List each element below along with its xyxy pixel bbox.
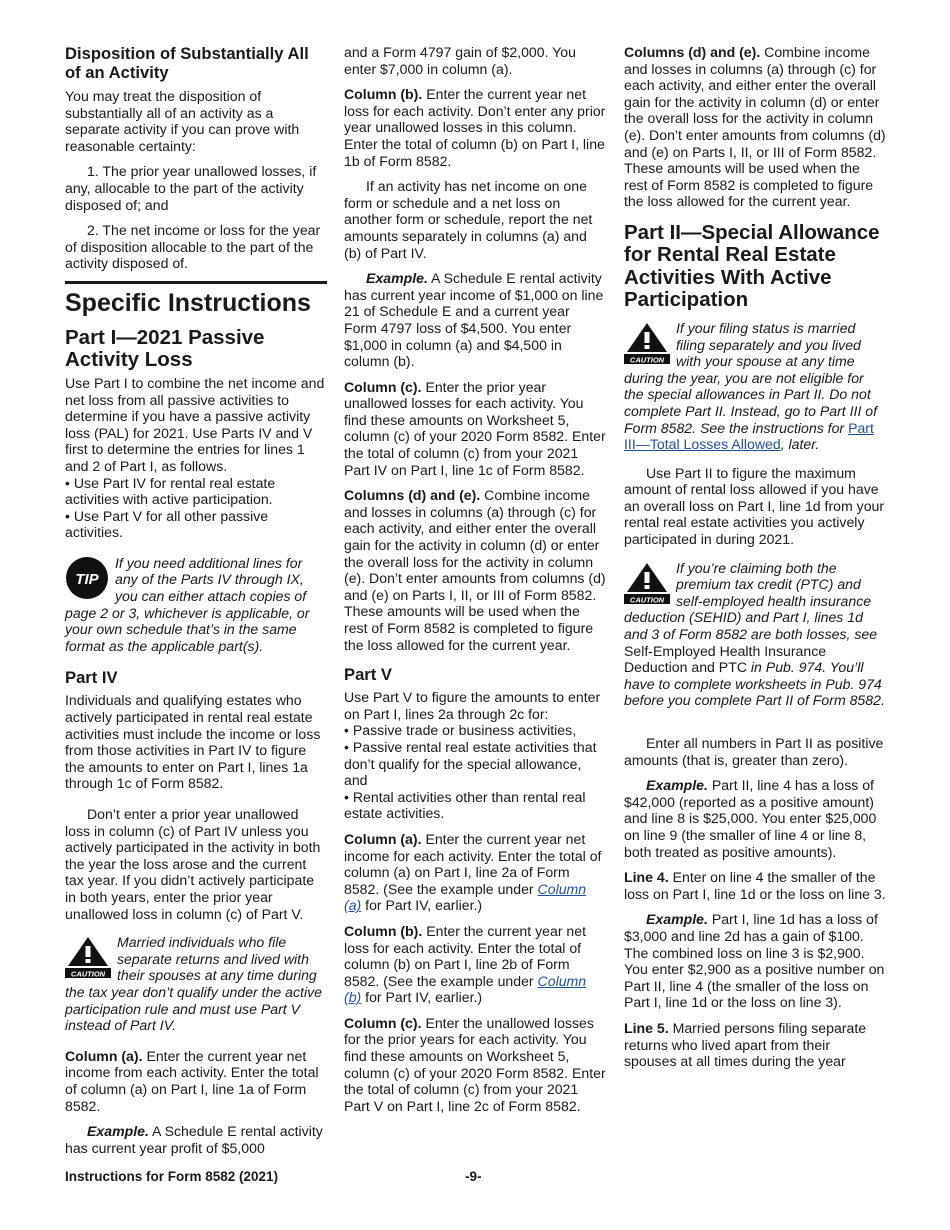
line5-text: Married persons filing separate returns who lived apart from their spouses at all times during the year	[624, 1019, 867, 1070]
tip-icon	[65, 556, 109, 600]
caution-note-1	[624, 320, 886, 453]
columns-de-paragraph	[344, 487, 606, 653]
disposition-item-1: 1. The prior year unallowed losses, if any, allocable to the part of the activity disposed of; and	[65, 163, 317, 213]
column-a-paragraph	[65, 1048, 327, 1114]
disposition-text: You may treat the disposition of substantially all of an activity as a separate activity if you can prove with reasonable certainty:	[65, 88, 300, 154]
part5-column-c-label: Column (c).	[344, 1014, 422, 1031]
specific-instructions-heading: Specific Instructions	[65, 281, 327, 317]
continued-text: and a Form 4797 gain of $2,000. You enter $7,000 in column (a).	[344, 44, 576, 77]
svg-text:CAUTION: CAUTION	[70, 969, 106, 979]
part3-total-losses-link[interactable]: Part III—Total Losses Allowed	[624, 419, 874, 453]
part4-text-2: Don’t enter a prior year unallowed loss in column (c) of Part IV unless you actively participated in the activity in both the year the loss arose and the current tax year. If you didn’t actively participate in both years, enter the prior year unallowed loss in column (c) of Part V.	[65, 806, 321, 922]
part4-text: Individuals and qualifying estates who actively participated in rental real estate activities must include the income or loss from those activities in Part IV to figure the amounts to enter on Part I, lines 1a through 1c of Form 8582.	[65, 692, 321, 792]
tip-note	[65, 555, 327, 655]
part2-text: Use Part II to figure the maximum amount of rental loss allowed if you have an overall loss on Part I, line 1d from your rental real estate activities you actively participated in during 2021.	[624, 464, 885, 548]
caution-1-text: If your filing status is married filing separately and you lived with your spouse at any time during the year, you are not eligible for the special allowances in Part II. Do not complete Part II. Instead, go to Part III of Form 8582. See the instructions for	[624, 319, 878, 436]
column-middle	[344, 44, 606, 1123]
column-a-link[interactable]: Column (a)	[344, 880, 587, 914]
column-b-example-text: A Schedule E rental activity has current year income of $1,000 on line 21 of Schedule E and a current year Form 4797 loss of $4,500. You enter $1,000 in column (a) and $4,500 in column (b).	[344, 270, 604, 370]
caution-1-tail: , later.	[780, 436, 820, 453]
part5-column-b-label: Column (b).	[344, 922, 423, 939]
footer-form-title: Instructions for Form 8582 (2021)	[65, 1169, 279, 1184]
line5-paragraph	[624, 1020, 886, 1070]
part5-column-b-tail: for Part IV, earlier.)	[365, 989, 483, 1006]
positive-amounts-text: Enter all numbers in Part II as positive amounts (that is, greater than zero).	[624, 735, 884, 768]
part5-text: Use Part V to figure the amounts to enter on Part I, lines 2a through 2c for:	[344, 689, 601, 722]
part5-bullet-3: • Rental activities other than rental real estate activities.	[344, 789, 606, 822]
part2-heading: Part II—Special Allowance for Rental Real Estate Activities With Active Participation	[624, 220, 880, 312]
example-2	[624, 911, 886, 1011]
example-1-text: Part II, line 4 has a loss of $42,000 (reported as a positive amount) and line 8 is $25,000. You enter $25,000 on line 9 (the smaller of line 4 or line 8, both treated as positive amounts).	[624, 777, 877, 860]
caution-2-text-b: Self-Employed Health Insurance Deduction and PTC	[624, 642, 827, 676]
part5-column-c-paragraph	[344, 1015, 606, 1115]
part5-bullet-2: • Passive rental real estate activities that don’t qualify for the special allowance, and	[344, 739, 606, 789]
example-label: Example.	[646, 911, 708, 928]
footer-page-number: -9-	[465, 1169, 482, 1184]
part5-column-a-paragraph	[344, 831, 606, 914]
part5-column-a-label: Column (a).	[344, 830, 422, 847]
svg-text:TIP: TIP	[75, 570, 99, 588]
columns-de-label: Columns (d) and (e).	[344, 487, 481, 504]
part5-column-b-paragraph	[344, 923, 606, 1006]
part5-column-b-text: Enter the current year net loss for each activity. Enter the total of column (b) on Part I, line 2b of Form 8582. (See the example under	[344, 922, 587, 989]
part4-heading: Part IV	[65, 668, 118, 688]
part5-bullet-1: • Passive trade or business activities,	[344, 722, 606, 739]
example-label: Example.	[366, 270, 428, 287]
disposition-item-2: 2. The net income or loss for the year of disposition allocable to the part of the activity disposed of.	[65, 222, 321, 272]
column-c-label: Column (c).	[344, 378, 422, 395]
column-a-example-text: A Schedule E rental activity has current year profit of $5,000	[65, 1123, 323, 1156]
caution-text: Married individuals who file separate returns and lived with their spouses at any time during the tax year don’t qualify under the active participation rule and must use Part V instead of Part IV.	[65, 934, 322, 1034]
columns-de-text: Combine income and losses in columns (a) through (c) for each activity, and either enter the overall gain for the activity in column (d) or enter the overall loss for the activity in column (e). Don’t enter amounts from columns (d) and (e) on Parts I, II, or III of Form 8582. These amounts will be used when the rest of Form 8582 is completed to figure the loss allowed for the current year.	[344, 487, 606, 653]
column-b-label: Column (b).	[344, 86, 423, 103]
caution-2-text-a: If you’re claiming both the premium tax credit (PTC) and self-employed health insurance deduction (SEHID) and Part I, lines 1d and 3 of Form 8582 are both losses, see	[624, 559, 878, 643]
svg-text:CAUTION: CAUTION	[629, 595, 665, 604]
caution-note	[65, 934, 327, 1034]
example-1	[624, 777, 886, 860]
column-b-text-2: If an activity has net income on one form or schedule and a net loss on another form or schedule, report the net amounts separately in columns (a) and (b) of Part IV.	[344, 178, 593, 261]
caution-icon	[624, 562, 670, 604]
part5-column-c-text: Enter the unallowed losses for the prior years for each activity. You find these amounts on Worksheet 5, column (c) of your 2020 Form 8582. Enter the total of column (c) from your 2021 Part V on Part I, line 2c of Form 8582.	[344, 1014, 606, 1114]
caution-icon	[624, 322, 670, 364]
columns-de-text: Combine income and losses in columns (a) through (c) for each activity, and either enter the overall gain for the activity in column (d) or enter the overall loss for the activity in column (e). Don’t enter amounts from columns (d) and (e) on Parts I, II, or III of Form 8582. These amounts will be used when the rest of Form 8582 is completed to figure the loss allowed for the current year.	[624, 44, 886, 210]
caution-icon	[65, 936, 111, 978]
column-b-text: Enter the current year net loss for each activity. Don’t enter any prior year unallowed losses in this column. Enter the total of column (b) on Part I, line 1b of Form 8582.	[344, 86, 606, 169]
column-b-paragraph	[344, 86, 606, 169]
example-label: Example.	[87, 1123, 149, 1140]
example-2-text: Part I, line 1d has a loss of $3,000 and line 2d has a gain of $100. The combined loss on line 3 is $2,900. You enter $2,900 as a positive number on Part II, line 4 (the smaller of the loss on Part I, line 1d or the loss on line 3).	[624, 911, 885, 1011]
part1-bullet-1: • Use Part IV for rental real estate activities with active participation.	[65, 475, 327, 508]
column-right	[624, 44, 886, 1079]
column-left	[65, 44, 327, 1165]
column-b-link[interactable]: Column (b)	[344, 972, 587, 1006]
column-b-example	[344, 270, 606, 370]
line4-text: Enter on line 4 the smaller of the loss on Part I, line 1d or the loss on line 3.	[624, 869, 886, 902]
tip-text: If you need additional lines for any of the Parts IV through IX, you can either attach copies of page 2 or 3, whichever is applicable, or your own schedule that’s in the same format as the applicable part(s).	[65, 554, 310, 654]
example-label: Example.	[646, 777, 708, 794]
column-c-text: Enter the prior year unallowed losses for each activity. You find these amounts on Worksheet 5, column (c) of your 2020 Form 8582. Enter the total of column (c) from your 2021 Part IV on Part I, line 1c of Form 8582.	[344, 378, 606, 478]
part1-text: Use Part I to combine the net income and net loss from all passive activities to determine if you have a passive activity loss (PAL) for 2021. Use Parts IV and V first to determine the entries for lines 1 and 2 of Part I, as follows.	[65, 374, 325, 474]
svg-text:CAUTION: CAUTION	[629, 355, 665, 364]
line4-label: Line 4.	[624, 869, 669, 886]
part1-heading: Part I—2021 Passive Activity Loss	[65, 325, 265, 372]
line4-paragraph	[624, 869, 886, 902]
part3-columns-de-paragraph	[624, 44, 886, 210]
part5-column-a-text: Enter the current year net income for each activity. Enter the total of column (a) on Part I, line 2a of Form 8582. (See the example under	[344, 830, 602, 897]
columns-de-label: Columns (d) and (e).	[624, 44, 761, 60]
caution-note-2	[624, 560, 886, 709]
column-a-example	[65, 1123, 327, 1156]
column-a-label: Column (a).	[65, 1047, 143, 1064]
column-a-text: Enter the current year net income from each activity. Enter the total of column (a) on Part I, line 1a of Form 8582.	[65, 1047, 319, 1114]
column-c-paragraph	[344, 379, 606, 479]
line5-label: Line 5.	[624, 1019, 669, 1036]
part5-column-a-tail: for Part IV, earlier.)	[365, 897, 483, 914]
disposition-heading: Disposition of Substantially All of an Activity	[65, 44, 309, 82]
caution-2-text-c: in Pub. 974. You’ll have to complete worksheets in Pub. 974 before you complete Part II of Form 8582.	[624, 659, 885, 709]
part5-heading: Part V	[344, 665, 392, 685]
part1-bullet-2: • Use Part V for all other passive activities.	[65, 508, 327, 541]
